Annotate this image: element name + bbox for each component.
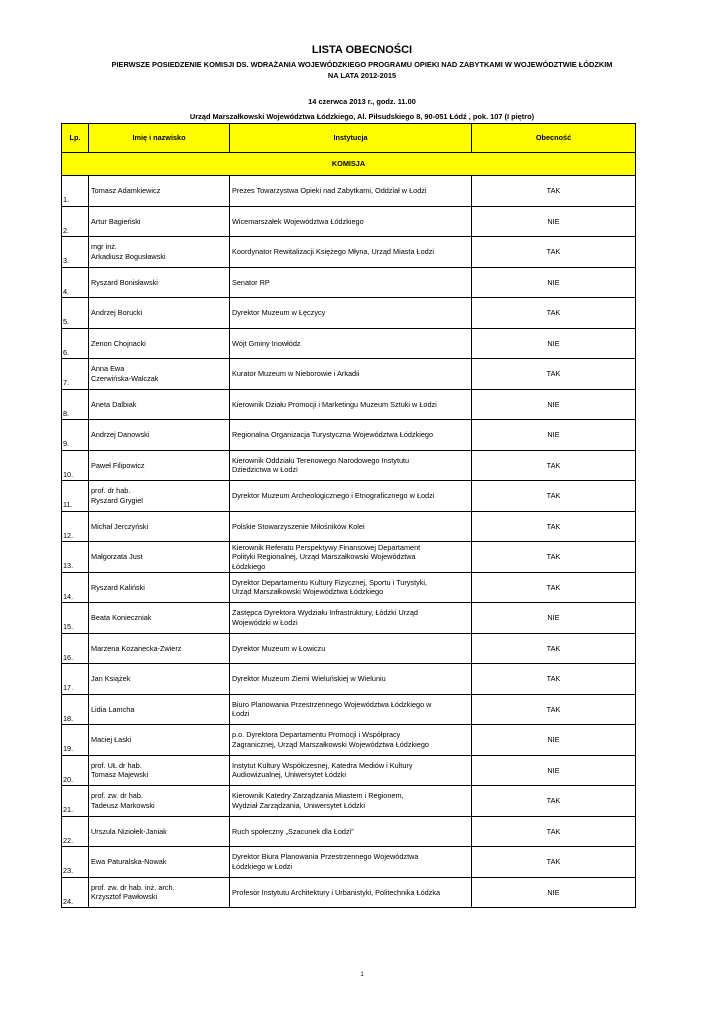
institution-line: Łódzkiego — [232, 561, 266, 571]
person-name-line: Lidia Lamcha — [91, 704, 135, 714]
institution-line: Dyrektor Departamentu Kultury Fizycznej, Sportu i Turystyki, — [232, 577, 428, 587]
column-header-lp: Lp. — [62, 124, 89, 153]
person-name-line: Marzena Kozanecka-Zwierz — [91, 643, 182, 653]
person-name-line: Urszula Niziołek-Janiak — [91, 826, 167, 836]
person-name-line: prof. zw. dr hab. — [91, 791, 143, 801]
person-name — [89, 450, 230, 481]
page-number: 1 — [360, 972, 364, 978]
institution-line: Wojewódzki w Łodzi — [232, 617, 298, 627]
person-name-line: Ewa Paturalska-Nowak — [91, 857, 167, 866]
institution-line: Łodzi — [232, 709, 250, 719]
table-row — [62, 847, 636, 878]
person-name-line: Ryszard Grygiel — [91, 495, 143, 505]
institution — [230, 237, 472, 268]
attendance-status: TAK — [472, 298, 636, 329]
institution-line: Dyrektor Muzeum Archeologicznego i Etnograficznego w Łodzi — [232, 491, 435, 500]
institution-line: Wicemarszałek Województwa Łódzkiego — [232, 216, 364, 226]
institution-line: Kierownik Referatu Perspektywy Finansowej Departament — [232, 542, 421, 552]
row-number: 11. — [62, 481, 89, 512]
person-name-line: Beata Konieczniak — [91, 613, 152, 622]
table-row — [62, 389, 636, 420]
institution-line: Dziedzictwa w Łodzi — [232, 465, 298, 475]
table-row — [62, 786, 636, 817]
row-number: 21. — [62, 786, 89, 817]
institution — [230, 786, 472, 817]
table-row — [62, 511, 636, 542]
person-name — [89, 206, 230, 237]
section-row — [62, 153, 636, 176]
row-number: 10. — [62, 450, 89, 481]
person-name — [89, 664, 230, 695]
person-name-line: mgr inż. — [91, 242, 117, 252]
attendance-status: NIE — [472, 755, 636, 786]
document-subtitle-years: NA LATA 2012-2015 — [327, 71, 397, 80]
row-number: 23. — [62, 847, 89, 878]
person-name-line: Michał Jerczyński — [91, 521, 149, 531]
attendance-status: TAK — [472, 633, 636, 664]
row-number: 9. — [62, 420, 89, 451]
institution-line: Prezes Towarzystwa Opieki nad Zabytkami, Oddział w Łodzi — [232, 186, 427, 195]
attendance-status: NIE — [472, 389, 636, 420]
attendance-status: TAK — [472, 450, 636, 481]
row-number: 16. — [62, 633, 89, 664]
table-row — [62, 633, 636, 664]
person-name — [89, 816, 230, 847]
meeting-place: Urząd Marszałkowski Województwa Łódzkiego, Al. Piłsudskiego 8, 90-051 Łódź , pok. 107 (I piętro) — [189, 112, 535, 121]
institution — [230, 298, 472, 329]
person-name — [89, 237, 230, 268]
institution-line: Polityki Regionalnej, Urząd Marszałkowski Województwa — [232, 552, 416, 561]
person-name — [89, 420, 230, 451]
attendance-status: NIE — [472, 603, 636, 634]
institution-line: Kurator Muzeum w Nieborowie i Arkadii — [232, 369, 360, 378]
person-name-line: Ryszard Kaliński — [91, 582, 145, 592]
person-name — [89, 176, 230, 207]
institution-line: Polskie Stowarzyszenie Miłośników Kolei — [232, 521, 365, 531]
person-name — [89, 877, 230, 908]
institution-line: Urząd Marszałkowski Województwa Łódzkiego — [232, 587, 384, 597]
person-name — [89, 389, 230, 420]
person-name — [89, 572, 230, 603]
institution — [230, 633, 472, 664]
person-name-line: Aneta Dalbiak — [91, 399, 137, 409]
person-name-line: Anna Ewa — [91, 364, 125, 374]
row-number: 6. — [62, 328, 89, 359]
table-row — [62, 481, 636, 512]
institution — [230, 664, 472, 695]
institution-line: Zastępca Dyrektora Wydziału Infrastruktury, Łódzki Urząd — [232, 608, 418, 618]
person-name — [89, 847, 230, 878]
institution — [230, 877, 472, 908]
person-name-line: Ryszard Bonisławski — [91, 277, 158, 287]
person-name — [89, 298, 230, 329]
person-name — [89, 694, 230, 725]
attendance-status: TAK — [472, 542, 636, 573]
institution — [230, 267, 472, 298]
row-number: 20. — [62, 755, 89, 786]
attendance-status: TAK — [472, 694, 636, 725]
row-number: 12. — [62, 511, 89, 542]
institution — [230, 359, 472, 390]
attendance-status: TAK — [472, 359, 636, 390]
person-name-line: Małgorzata Just — [91, 552, 143, 561]
attendance-status: NIE — [472, 420, 636, 451]
institution-line: Audiowizualnej, Uniwersytet Łódzki — [232, 770, 346, 780]
table-row — [62, 328, 636, 359]
row-number: 15. — [62, 603, 89, 634]
institution-line: Dyrektor Biura Planowania Przestrzennego Województwa — [232, 852, 419, 862]
institution-line: Kierownik Oddziału Terenowego Narodowego Instytutu — [232, 455, 410, 465]
person-name — [89, 542, 230, 573]
attendance-status: TAK — [472, 481, 636, 512]
person-name-line: prof. zw. dr hab. inż. arch. — [91, 882, 175, 892]
person-name-line: Zenon Chojnacki — [91, 338, 146, 348]
person-name-line: Tadeusz Markowski — [91, 800, 155, 810]
person-name — [89, 328, 230, 359]
institution — [230, 725, 472, 756]
person-name-line: Artur Bagieński — [91, 216, 141, 226]
attendance-status: NIE — [472, 206, 636, 237]
person-name-line: Paweł Filipowicz — [91, 460, 145, 470]
meeting-date: 14 czerwca 2013 r., godz. 11.00 — [308, 97, 416, 106]
attendance-table — [61, 123, 636, 908]
institution-line: Biuro Planowania Przestrzennego Województwa Łódzkiego w — [232, 699, 432, 709]
attendance-status: TAK — [472, 786, 636, 817]
person-name-line: Andrzej Danowski — [91, 430, 150, 439]
institution-line: Kierownik Działu Promocji i Marketingu Muzeum Sztuki w Łodzi — [232, 399, 437, 409]
row-number: 24. — [62, 877, 89, 908]
attendance-status: TAK — [472, 237, 636, 268]
row-number: 7. — [62, 359, 89, 390]
institution-line: Zagranicznej, Urząd Marszałkowski Województwa Łódzkiego — [232, 739, 429, 749]
table-row — [62, 176, 636, 207]
person-name — [89, 786, 230, 817]
institution-line: Kierownik Katedry Zarządzania Miastem i Regionem, — [232, 791, 404, 801]
institution — [230, 206, 472, 237]
table-header-row — [62, 124, 636, 153]
institution-line: Łódzkiego w Łodzi — [232, 861, 293, 871]
person-name-line: Czerwińska-Walczak — [91, 373, 159, 383]
table-row — [62, 420, 636, 451]
institution — [230, 816, 472, 847]
table-row — [62, 359, 636, 390]
section-label: KOMISJA — [62, 153, 636, 176]
row-number: 22. — [62, 816, 89, 847]
institution-line: Dyrektor Muzeum Ziemi Wieluńskiej w Wieluniu — [232, 674, 386, 683]
row-number: 3. — [62, 237, 89, 268]
row-number: 5. — [62, 298, 89, 329]
person-name — [89, 603, 230, 634]
table-row — [62, 725, 636, 756]
institution-line: Regionalna Organizacja Turystyczna Województwa Łódzkiego — [232, 430, 434, 439]
attendance-status: TAK — [472, 816, 636, 847]
table-row — [62, 572, 636, 603]
row-number: 19. — [62, 725, 89, 756]
table-row — [62, 298, 636, 329]
attendance-status: TAK — [472, 847, 636, 878]
institution-line: Senator RP — [232, 277, 270, 287]
attendance-status: NIE — [472, 725, 636, 756]
person-name-line: prof. UŁ dr hab. — [91, 760, 142, 770]
person-name-line: Krzysztof Pawłowski — [91, 892, 158, 902]
institution-line: Ruch społeczny „Szacunek dla Łodzi” — [232, 826, 354, 836]
person-name-line: Maciej Łaski — [91, 735, 132, 744]
document-title: LISTA OBECNOŚCI — [311, 44, 413, 56]
institution — [230, 511, 472, 542]
institution — [230, 542, 472, 573]
table-row — [62, 542, 636, 573]
institution-line: Wydział Zarządzania, Uniwersytet Łódzki — [232, 800, 365, 810]
institution — [230, 389, 472, 420]
column-header-attendance: Obecność — [472, 124, 636, 153]
person-name — [89, 755, 230, 786]
person-name-line: Andrzej Borucki — [91, 308, 143, 317]
institution-line: Dyrektor Muzeum w Łęczycy — [232, 308, 326, 317]
table-row — [62, 755, 636, 786]
attendance-status: TAK — [472, 511, 636, 542]
institution-line: Koordynator Rewitalizacji Księżego Młyna, Urząd Miasta Łodzi — [232, 247, 434, 256]
document-subtitle: PIERWSZE POSIEDZENIE KOMISJI DS. WDRAŻANIA WOJEWÓDZKIEGO PROGRAMU OPIEKI NAD ZABYTKAMI W WOJEWÓDZTWIE ŁÓDZKIM — [111, 60, 613, 69]
row-number: 13. — [62, 542, 89, 573]
person-name — [89, 633, 230, 664]
person-name — [89, 481, 230, 512]
row-number: 1. — [62, 176, 89, 207]
table-row — [62, 450, 636, 481]
institution-line: Dyrektor Muzeum w Łowiczu — [232, 643, 326, 653]
institution — [230, 481, 472, 512]
institution — [230, 328, 472, 359]
table-row — [62, 877, 636, 908]
person-name-line: Arkadiusz Bogusławski — [91, 251, 166, 261]
attendance-status: NIE — [472, 328, 636, 359]
table-row — [62, 237, 636, 268]
institution — [230, 755, 472, 786]
institution-line: p.o. Dyrektora Departamentu Promocji i Współpracy — [232, 730, 401, 740]
table-row — [62, 603, 636, 634]
row-number: 2. — [62, 206, 89, 237]
attendance-status: TAK — [472, 572, 636, 603]
institution-line: Profesor Instytutu Architektury i Urbanistyki, Politechnika Łódzka — [232, 887, 441, 897]
row-number: 17. — [62, 664, 89, 695]
table-row — [62, 664, 636, 695]
column-header-name: Imię i nazwisko — [89, 124, 230, 153]
table-row — [62, 267, 636, 298]
person-name-line: Tomasz Majewski — [91, 770, 149, 780]
institution-line: Wójt Gminy Inowłódz — [232, 338, 301, 348]
attendance-status: NIE — [472, 267, 636, 298]
institution — [230, 603, 472, 634]
row-number: 4. — [62, 267, 89, 298]
institution — [230, 450, 472, 481]
attendance-status: TAK — [472, 664, 636, 695]
attendance-status: TAK — [472, 176, 636, 207]
institution-line: Instytut Kultury Współczesnej, Katedra Mediów i Kultury — [232, 760, 413, 770]
table-row — [62, 694, 636, 725]
institution — [230, 176, 472, 207]
person-name — [89, 725, 230, 756]
row-number: 8. — [62, 389, 89, 420]
column-header-institution: Instytucja — [230, 124, 472, 153]
institution — [230, 572, 472, 603]
person-name-line: prof. dr hab. — [91, 486, 131, 496]
person-name — [89, 267, 230, 298]
institution — [230, 847, 472, 878]
table-row — [62, 816, 636, 847]
attendance-status: NIE — [472, 877, 636, 908]
table-row — [62, 206, 636, 237]
row-number: 18. — [62, 694, 89, 725]
institution — [230, 420, 472, 451]
person-name — [89, 511, 230, 542]
row-number: 14. — [62, 572, 89, 603]
person-name-line: Jan Książek — [91, 674, 131, 683]
person-name — [89, 359, 230, 390]
person-name-line: Tomasz Adamkiewicz — [91, 186, 161, 195]
institution — [230, 694, 472, 725]
